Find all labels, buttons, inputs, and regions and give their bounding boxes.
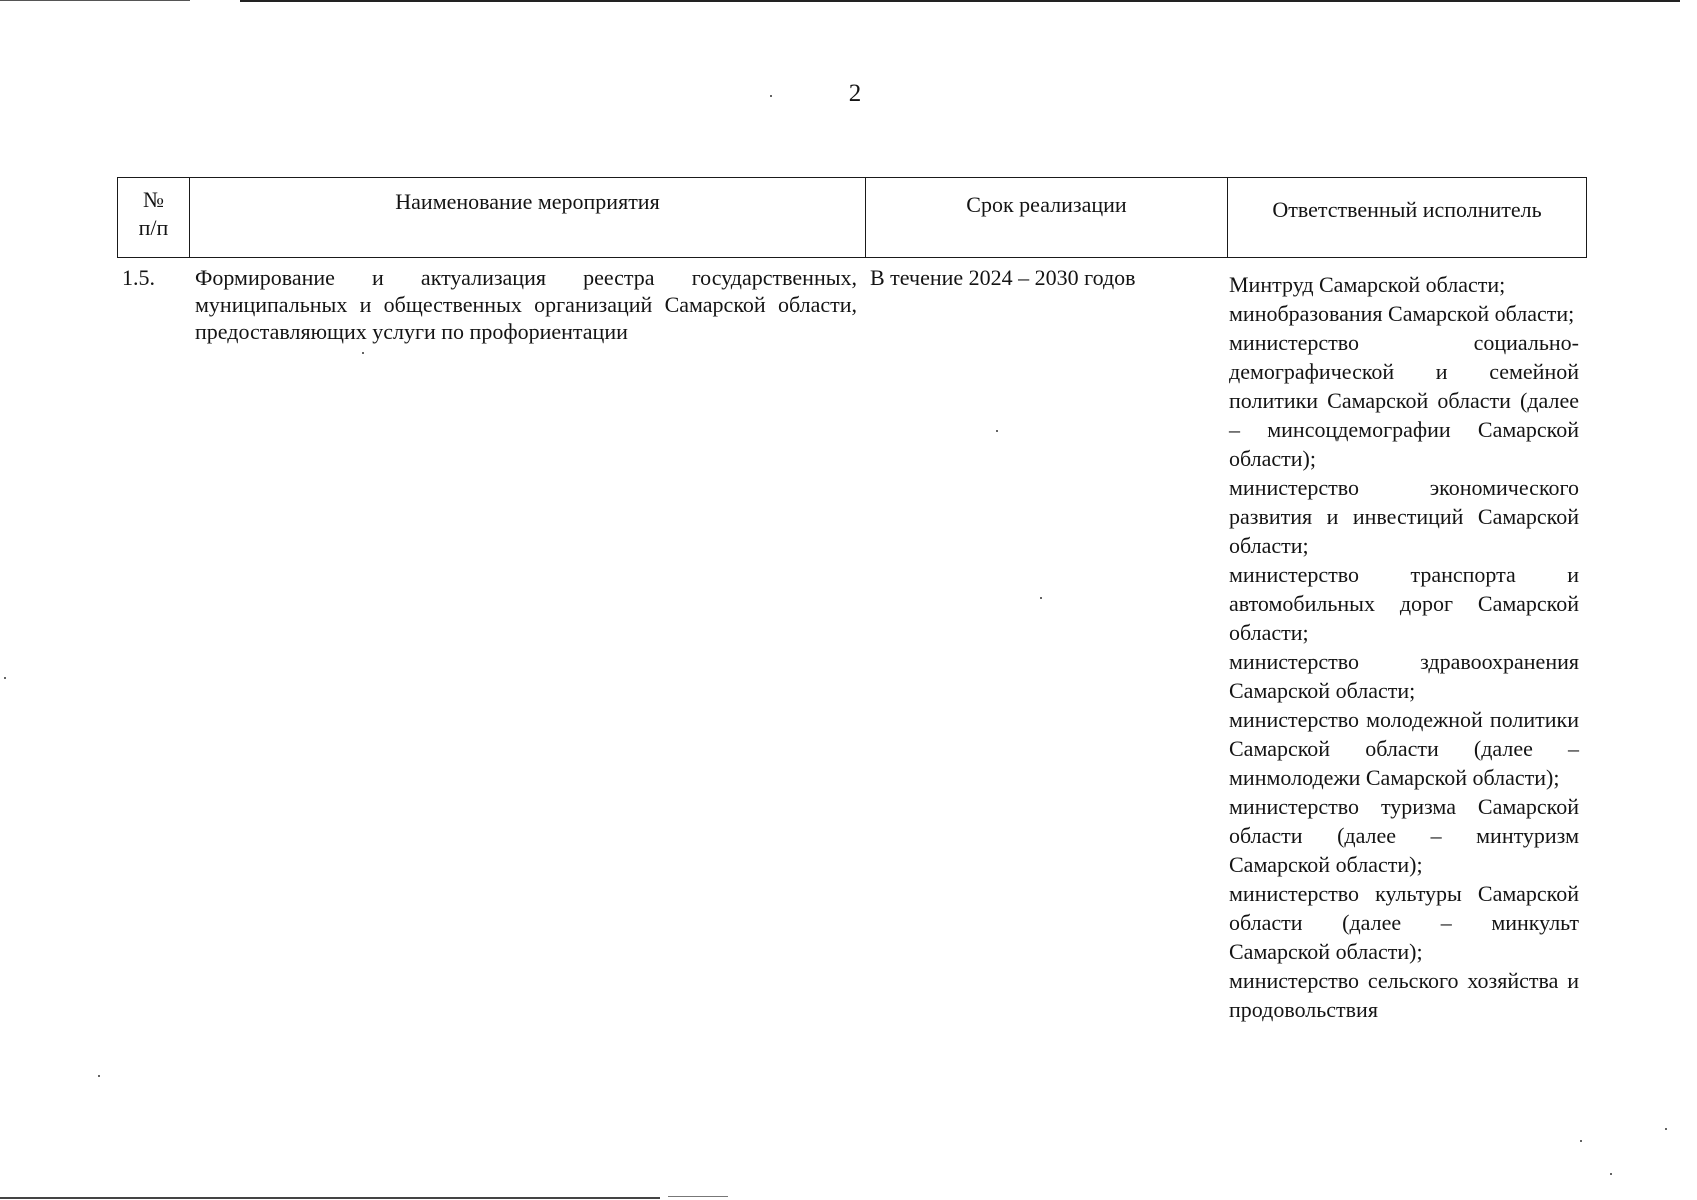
responsible-item: минобразования Самарской области; — [1229, 301, 1575, 326]
row-number: 1.5. — [122, 265, 155, 290]
row-activity-name: Формирование и актуализация реестра государственных, муниципальных и общественных организаций Самарской области, предоставляющих услуги по профориентации — [195, 265, 857, 344]
responsible-item: министерство сельского хозяйства и продовольствия — [1229, 968, 1579, 1022]
header-term-label: Срок реализации — [966, 192, 1127, 217]
scan-speck — [1665, 1128, 1667, 1130]
scan-speck — [1580, 1140, 1582, 1142]
responsible-item: министерство экономического развития и инвестиций Самарской области; — [1229, 475, 1579, 558]
responsible-item: министерство молодежной политики Самарской области (далее – минмолодежи Самарской области); — [1229, 707, 1579, 790]
responsible-item: министерство здравоохранения Самарской области; — [1229, 649, 1579, 703]
scan-edge-line — [240, 0, 1680, 2]
scan-speck — [4, 677, 6, 679]
row-term: В течение 2024 – 2030 годов — [870, 265, 1136, 290]
scan-speck — [1040, 597, 1042, 599]
scan-speck — [362, 352, 364, 354]
page-number: 2 — [848, 80, 862, 107]
header-responsible-label: Ответственный исполнитель — [1272, 197, 1542, 222]
scan-edge-line — [668, 1196, 728, 1197]
responsible-item: министерство культуры Самарской области (далее – минкульт Самарской области); — [1229, 881, 1579, 964]
header-num — [118, 178, 190, 257]
row-responsible-list — [1229, 270, 1579, 1024]
table-header — [117, 177, 1587, 258]
header-name-label: Наименование мероприятия — [395, 189, 660, 214]
header-num-label: № п/п — [138, 187, 169, 240]
responsible-item: министерство туризма Самарской области (далее – минтуризм Самарской области); — [1229, 794, 1579, 877]
responsible-item: Минтруд Самарской области; — [1229, 272, 1506, 297]
scan-speck — [98, 1075, 100, 1077]
scan-edge-line — [0, 0, 190, 1]
header-responsible — [1228, 178, 1586, 257]
scan-speck — [770, 95, 772, 97]
scan-speck — [996, 430, 998, 432]
responsible-item: министерство социально-демографической и семейной политики Самарской области (далее – минсоцдемографии Самарской области); — [1229, 330, 1579, 471]
scan-speck — [1610, 1173, 1612, 1175]
header-term — [866, 178, 1228, 257]
responsible-item: министерство транспорта и автомобильных дорог Самарской области; — [1229, 562, 1579, 645]
header-name — [190, 178, 866, 257]
scan-edge-line — [0, 1197, 660, 1199]
